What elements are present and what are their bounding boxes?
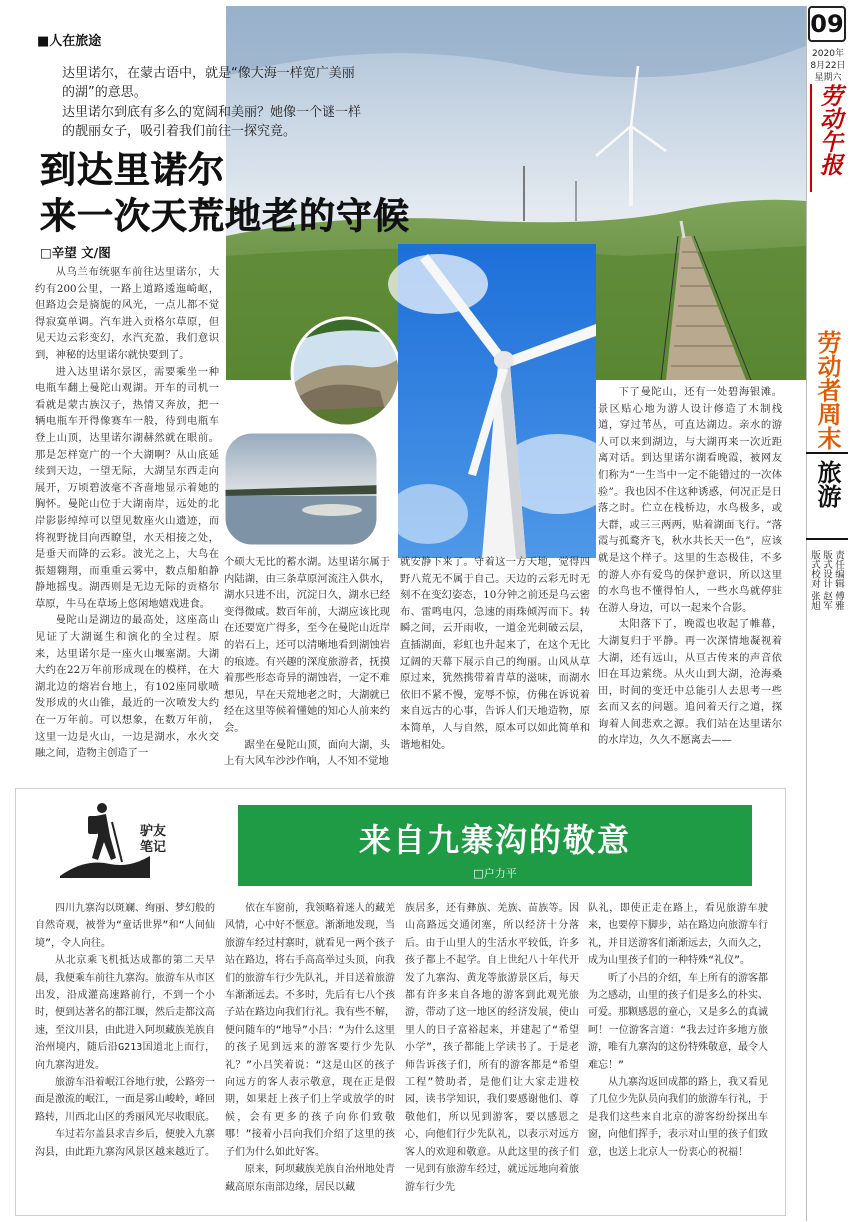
right-rail-divider	[806, 6, 807, 1221]
paragraph: 踞坐在曼陀山顶，面向大湖，头上有大风车沙沙作响，人不知不觉地	[224, 738, 390, 768]
paragraph: 进入达里诺尔景区，需要乘坐一种电瓶车翻上曼陀山观湖。开车的司机一看就是蒙古族汉子，热情又奔放，把一辆电瓶车开得像赛车一般，待到电瓶车登上山顶，达里诺尔湖赫然就在眼前。那是怎样宽广的一个大湖啊？从山底延续到天边，一望无际，大湖呈东西走向展开，万顷碧波毫不吝啬地显示着她的胸怀。曼陀山位于大湖南岸，远处的北岸影影绰绰可以望见数座火山遗迹，而将视野拢目向西瞭望，水天相接之处，是垂天而降的云彩。波光之上，大鸟在振翅翱翔，而重重云雾中，数点船舶静静地摇曳。湖西则是无边无际的贡格尔草原，牛马在草场上悠闲地嬉戏进食。	[35, 365, 219, 610]
article-byline: □辛望 文/图	[40, 245, 111, 260]
photo-wind-turbine	[398, 244, 596, 558]
paragraph: 旅游车沿着岷江谷地行驶，公路旁一面是激流的岷江，一面是雾山峻岭，峰回路转，川西北山区的秀丽风光尽收眼底。	[35, 1077, 215, 1123]
column-kicker-1: 驴友	[140, 824, 167, 839]
issue-date: 8月22日	[810, 61, 846, 71]
article2-column-2	[225, 900, 395, 1210]
paragraph: 听了小吕的介绍，车上所有的游客都为之感动，山里的孩子们是多么的朴实、可爱。那颗感恩的童心，又是多么的真诚呵！一位游客言道：“我去过许多地方旅游，唯有九寨沟的这份特殊敬意，最令人难忘！”	[588, 972, 768, 1071]
article-column-4	[598, 384, 782, 750]
paragraph: 从乌兰布统驱车前往达里诺尔，大约有200公里，一路上道路逶迤崎岖，但路边会是旖旎的风光，一点儿都不觉得寂寞单调。汽车进入贡格尔草原，但见天边云彩变幻，水汽充盈，我们意识到，神秘的达里诺尔就快要到了。	[35, 266, 219, 361]
photo-lake-rocks	[290, 316, 402, 428]
paragraph: 就安静下来了。守着这一方天地，觉得四野八荒无不属于自己。天边的云彩无时无刻不在变幻姿态，10分钟之前还是乌云密布、雷鸣电闪，急速的雨珠倾泻而下。转瞬之间，云开雨收，一道金光刺破云层，直插湖面，彩虹也升起来了，在这个无比辽阔的天幕下展示自己的绚丽。山风从草原过来，犹然携带着青草的滋味，而湖水依旧不紧不慢，宠辱不惊，仿佛在诉说着来自远古的心事，告诉人们天地造物，原本简单，人与自然，原本可以如此简单和谐地相处。	[400, 556, 590, 751]
paragraph: 四川九寨沟以斑斓、绚丽、梦幻般的自然奇观，被誉为“童话世界”和“人间仙境”，令人向往。	[35, 903, 215, 949]
paragraph: 太阳落下了，晚霞也收起了帷幕，大湖复归于平静。再一次深情地凝视着大湖，还有远山，从亘古传来的声音依旧在耳边萦绕。从火山到大湖，沧海桑田，时间的变迁中总能引人去思考一些玄而又玄的问题。追问着天行之道，探询着人间悲欢之源。我们站在达里诺尔的水岸边，久久不愿离去——	[598, 618, 782, 747]
issue-date-year: 2020年	[812, 49, 844, 59]
page-number: 09	[808, 6, 846, 42]
issue-weekday: 星期六	[814, 73, 842, 83]
paragraph: 原来，阿坝藏族羌族自治州地处青藏高原东南部边缘，居民以藏	[225, 1164, 395, 1193]
paragraph: 从北京乘飞机抵达成都的第二天早晨，我便乘车前往九寨沟。旅游车从市区出发，沿成灌高速路前行，不到一个小时，便到达著名的都江堰，然后走都汶高速，至汶川县，由此进入阿坝藏族羌族自治州境内，随后沿G213国道北上而行，向九寨沟进发。	[35, 955, 215, 1071]
editor-credit: 责任编辑 傅雅	[833, 550, 844, 611]
article-lead-2: 达里诺尔到底有多么的宽阔和美丽？她像一个谜一样的靓丽女子，吸引着我们前往一探究竟。	[62, 105, 362, 139]
article2-byline: □户力平	[473, 867, 517, 880]
hiker-silhouette-icon	[60, 798, 150, 878]
article2-column-4	[588, 900, 768, 1210]
paragraph: 车过若尔盖县求吉乡后，便驶入九寨沟县，由此距九寨沟风景区越来越近了。	[35, 1129, 215, 1158]
article2-column-3	[405, 900, 579, 1210]
proofreader-credit: 版式校对 张旭	[809, 550, 820, 611]
article2-column-1	[35, 900, 215, 1210]
paragraph: 队礼，即使正走在路上，看见旅游车驶来，也要停下脚步，站在路边向旅游车行礼，并目送游客们渐渐远去，久而久之，成为山里孩子们的一种特殊“礼仪”。	[588, 903, 768, 967]
paragraph: 曼陀山是湖边的最高处，这座高山见证了大湖诞生和演化的全过程。原来，达里诺尔是一座火山堰塞湖。大湖大约在22万年前形成现在的模样，在大湖北边的熔岩台地上，有102座同歇喷发形成的火山锥，最近的一次喷发大约在一万年前。可以想象，在数万年前，这里一边是火山，一边是湖水，水火交融之间，造物主创造了一	[35, 614, 219, 760]
paragraph: 从九寨沟返回成都的路上，我又看见了几位少先队员向我们的旅游车行礼，于是我们这些来自北京的游客纷纷探出车窗，向他们挥手，表示对山里的孩子们致意，也送上北京人一份衷心的祝福！	[588, 1077, 768, 1158]
article-column-3	[400, 554, 590, 750]
article-title-line2: 来一次天荒地老的守候	[40, 196, 411, 237]
section-tab	[806, 452, 848, 540]
photo-lake-sunset	[222, 430, 380, 548]
section-tab-label: 旅游	[813, 460, 841, 508]
paragraph: 依在车窗前，我领略着迷人的藏羌风情，心中好不惬意。渐渐地发现，当旅游车经过村寨时，就看见一两个孩子站在路边，将右手高高举过头顶，向我们的旅游车行少先队礼，并目送着旅游车渐渐远去。不多时，先后有七八个孩子站在路边向我们行礼。我有些不解，便问随车的“地导”小吕：“为什么这里的孩子见到远来的游客要行少先队礼？”小吕笑着说：“这是山区的孩子向远方的客人表示敬意，现在正是假期，如果赶上孩子们上学或放学的时候，会有更多的孩子向你们致敬哪！”接着小吕向我们介绍了这里的孩子们为什么如此好客。	[225, 903, 395, 1158]
article2-title-banner	[238, 805, 752, 886]
section-header: ■人在旅途	[37, 34, 102, 49]
designer-credit: 版式设计 赵军	[821, 550, 832, 611]
article-column-2	[224, 554, 390, 768]
paper-logo	[810, 84, 843, 192]
article-column-1	[35, 264, 219, 760]
supplement-title: 劳动者周末	[813, 330, 841, 450]
paragraph: 个硕大无比的蓄水湖。达里诺尔属于内陆湖，由三条草原河流注入供水，湖水只进不出，沉淀日久，湖水已经变得微咸。数百年前，大湖应该比现在还要宽广得多，至今在曼陀山近岸的岩石上，还可以清晰地看到湖蚀岩的痕迹。有兴趣的深度旅游者，抚摸着那些形态奇异的湖蚀岩，一定不难想见，早在天荒地老之时，大湖就已经在这里等候着懂她的知心人前来约会。	[224, 556, 390, 734]
paragraph: 下了曼陀山，还有一处碧海银滩。景区贴心地为游人设计修造了木制栈道，穿过苇丛，可直达湖边。亲水的游人可以来到湖边，与大湖再来一次近距离对话。到达里诺尔湖看晚霞，被网友们称为“一生当中一定不能错过的一次体验”。我也因不住这种诱惑，何况正是日落之时。伫立在栈桥边，水鸟极多，或大群，或三三两两，贴着湖面飞行。“落霞与孤鹜齐飞，秋水共长天一色”，应该就是这个样子。这里的生态极佳，不多的游人亦有爱鸟的保护意识，所以这里的水鸟也不懂得怕人，一些水鸟就停驻在游人身边，可以一起来个合影。	[598, 386, 782, 614]
column-kicker-2: 笔记	[140, 840, 167, 855]
paper-logo-text: 劳动午报	[816, 84, 843, 176]
article-title-line1: 到达里诺尔	[40, 150, 226, 191]
article2-title: 来自九寨沟的敬意	[358, 821, 631, 859]
article-lead-1: 达里诺尔，在蒙古语中，就是“像大海一样宽广美丽的湖”的意思。	[62, 66, 355, 100]
paragraph: 族居多，还有彝族、羌族、苗族等。因山高路远交通闭塞，所以经济十分落后。由于山里人的生活水平较低，许多孩子都上不起学。自上世纪八十年代开发了九寨沟、黄龙等旅游景区后，每天都有许多来自各地的游客到此观光旅游，带动了这一地区的经济发展，使山里人的日子富裕起来，并建起了“希望小学”，孩子都能上学读书了。于是老师告诉孩子们，所有的游客都是“希望工程”赞助者，是他们让大家走进校园，读书学知识，我们要感谢他们、尊敬他们，所以见到游客，要以感恩之心，向他们行少先队礼，以表示对远方客人的欢迎和敬意。从此这里的孩子们一见到有旅游车经过，就远远地向着旅游车行少先	[405, 903, 579, 1193]
